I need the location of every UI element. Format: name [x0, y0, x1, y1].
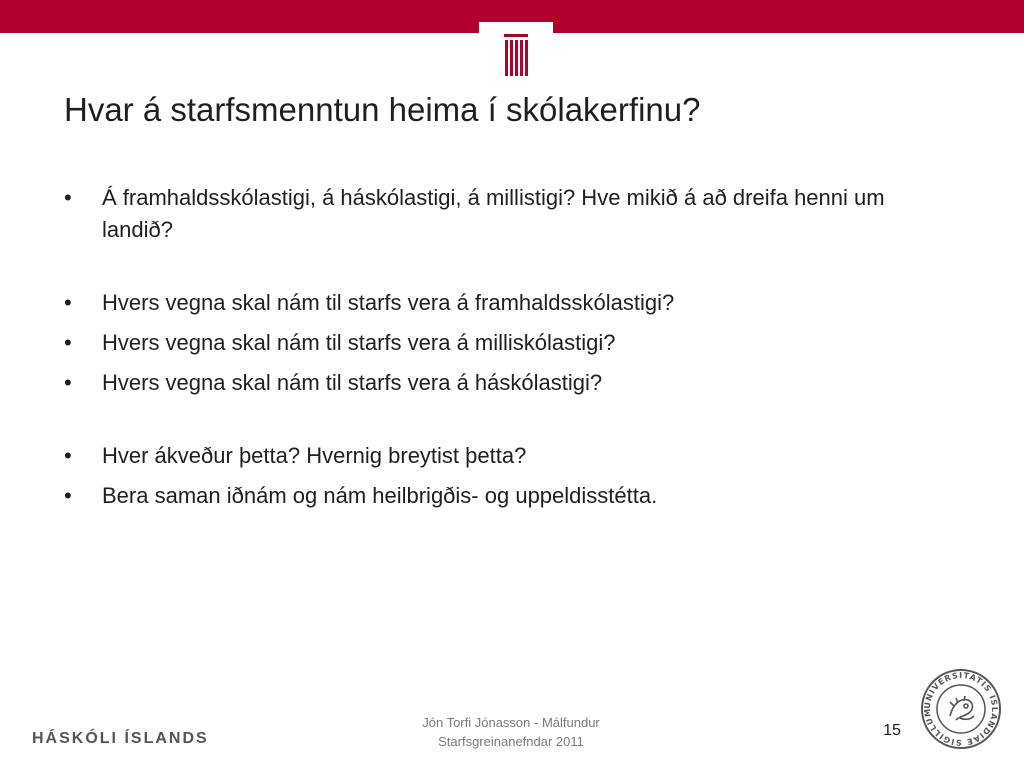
bullet-item [64, 182, 944, 246]
bullet-text: Á framhaldsskólastigi, á háskólastigi, á millistigi? Hve mikið á að dreifa henni um landið? [102, 185, 885, 242]
university-seal-icon [920, 668, 1002, 750]
bullet-text: Hvers vegna skal nám til starfs vera á háskólastigi? [102, 370, 603, 395]
bullet-marker: • [64, 330, 72, 355]
bullet-item [64, 367, 944, 399]
bullet-item [64, 440, 944, 472]
svg-text:UNIVERSITATIS ISLANDIAE SIGILL [923, 671, 999, 747]
page-number: 15 [883, 722, 901, 739]
university-building-icon [479, 22, 553, 78]
bullet-item [64, 327, 944, 359]
bullet-marker: • [64, 443, 72, 468]
bullet-text: Bera saman iðnám og nám heilbrigðis- og uppeldisstétta. [102, 483, 658, 508]
footer-line-event: Starfsgreinanefndar 2011 [438, 734, 584, 749]
bullet-list [64, 182, 944, 520]
footer-caption [386, 713, 636, 751]
bullet-text: Hvers vegna skal nám til starfs vera á framhaldsskólastigi? [102, 290, 675, 315]
seal-text: UNIVERSITATIS ISLANDIAE SIGILLUM [922, 670, 1000, 748]
bullet-marker: • [64, 483, 72, 508]
bullet-item [64, 480, 944, 512]
bullet-text: Hvers vegna skal nám til starfs vera á milliskólastigi? [102, 330, 616, 355]
bullet-marker: • [64, 290, 72, 315]
bullet-marker: • [64, 370, 72, 395]
slide-title: Hvar á starfsmenntun heima í skólakerfinu? [64, 91, 701, 128]
footer-line-author: Jón Torfi Jónasson - Málfundur [422, 715, 600, 730]
bullet-item [64, 287, 944, 319]
footer-brand-logo: HÁSKÓLI ÍSLANDS [32, 730, 209, 747]
bullet-marker: • [64, 185, 72, 210]
bullet-text: Hver ákveður þetta? Hvernig breytist þetta? [102, 443, 527, 468]
